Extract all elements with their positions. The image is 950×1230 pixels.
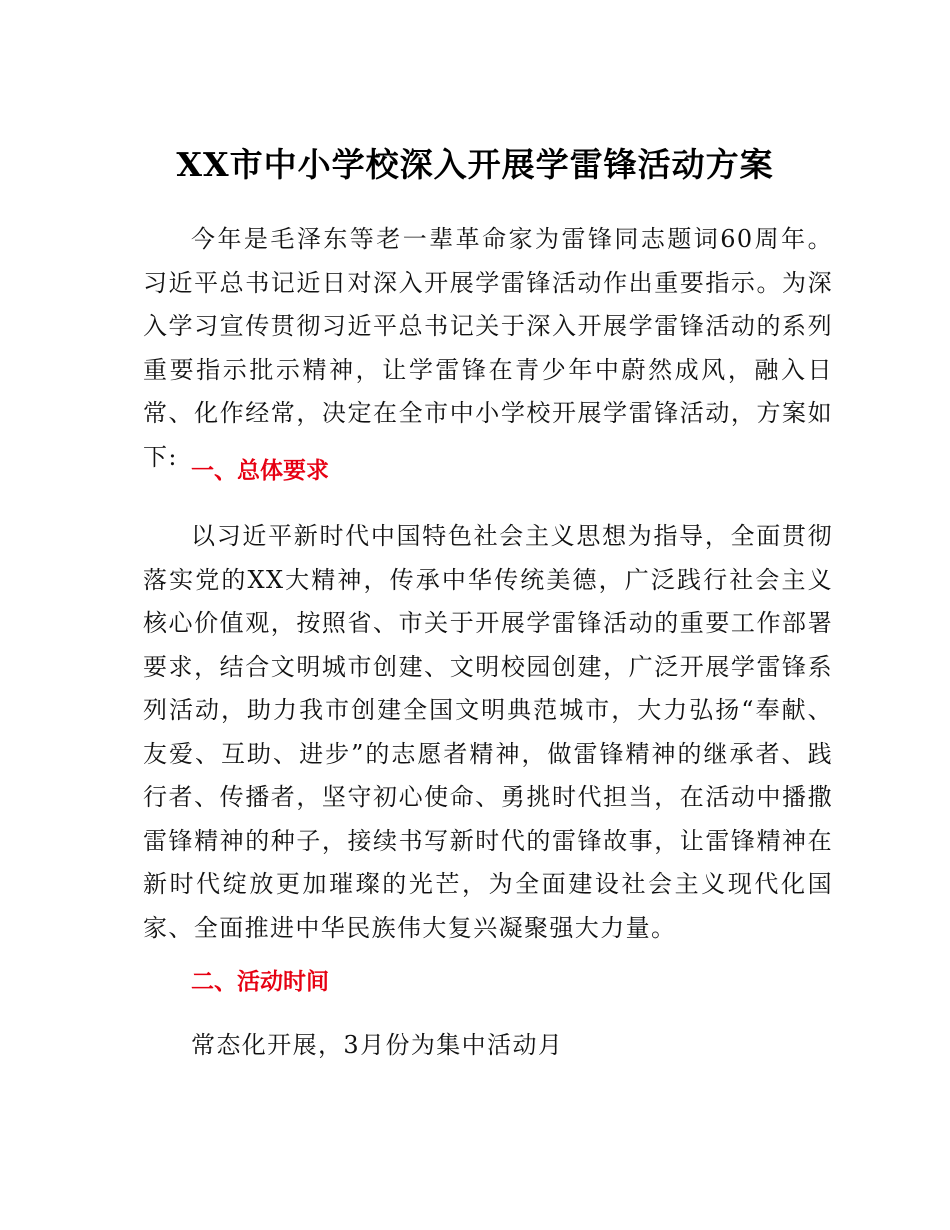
document-title: XX市中小学校深入开展学雷锋活动方案 <box>176 145 774 184</box>
intro-paragraph: 今年是毛泽东等老一辈革命家为雷锋同志题词60周年。习近平总书记近日对深入开展学雷锋活动作出重要指示。为深入学习宣传贯彻习近平总书记关于深入开展学雷锋活动的系列重要指示批示精神，让学雷锋在青少年中蔚然成风，融入日常、化作经常，决定在全市中小学校开展学雷锋活动，方案如下: <box>143 225 833 471</box>
section-body-general-requirements: 以习近平新时代中国特色社会主义思想为指导，全面贯彻落实党的XX大精神，传承中华传统美德，广泛践行社会主义核心价值观，按照省、市关于开展学雷锋活动的重要工作部署要求，结合文明城市创建、文明校园创建，广泛开展学雷锋系列活动，助力我市创建全国文明典范城市，大力弘扬“奉献、友爱、互助、进步”的志愿者精神，做雷锋精神的继承者、践行者、传播者，坚守初心使命、勇挑时代担当，在活动中播撒雷锋精神的种子，接续书写新时代的雷锋故事，让雷锋精神在新时代绽放更加璀璨的光芒，为全面建设社会主义现代化国家、全面推进中华民族伟大复兴凝聚强大力量。 <box>143 522 833 942</box>
section-heading-general-requirements: 一、总体要求 <box>191 458 329 484</box>
section-body-activity-time: 常态化开展，3月份为集中活动月 <box>191 1031 564 1059</box>
section-heading-activity-time: 二、活动时间 <box>191 969 329 995</box>
